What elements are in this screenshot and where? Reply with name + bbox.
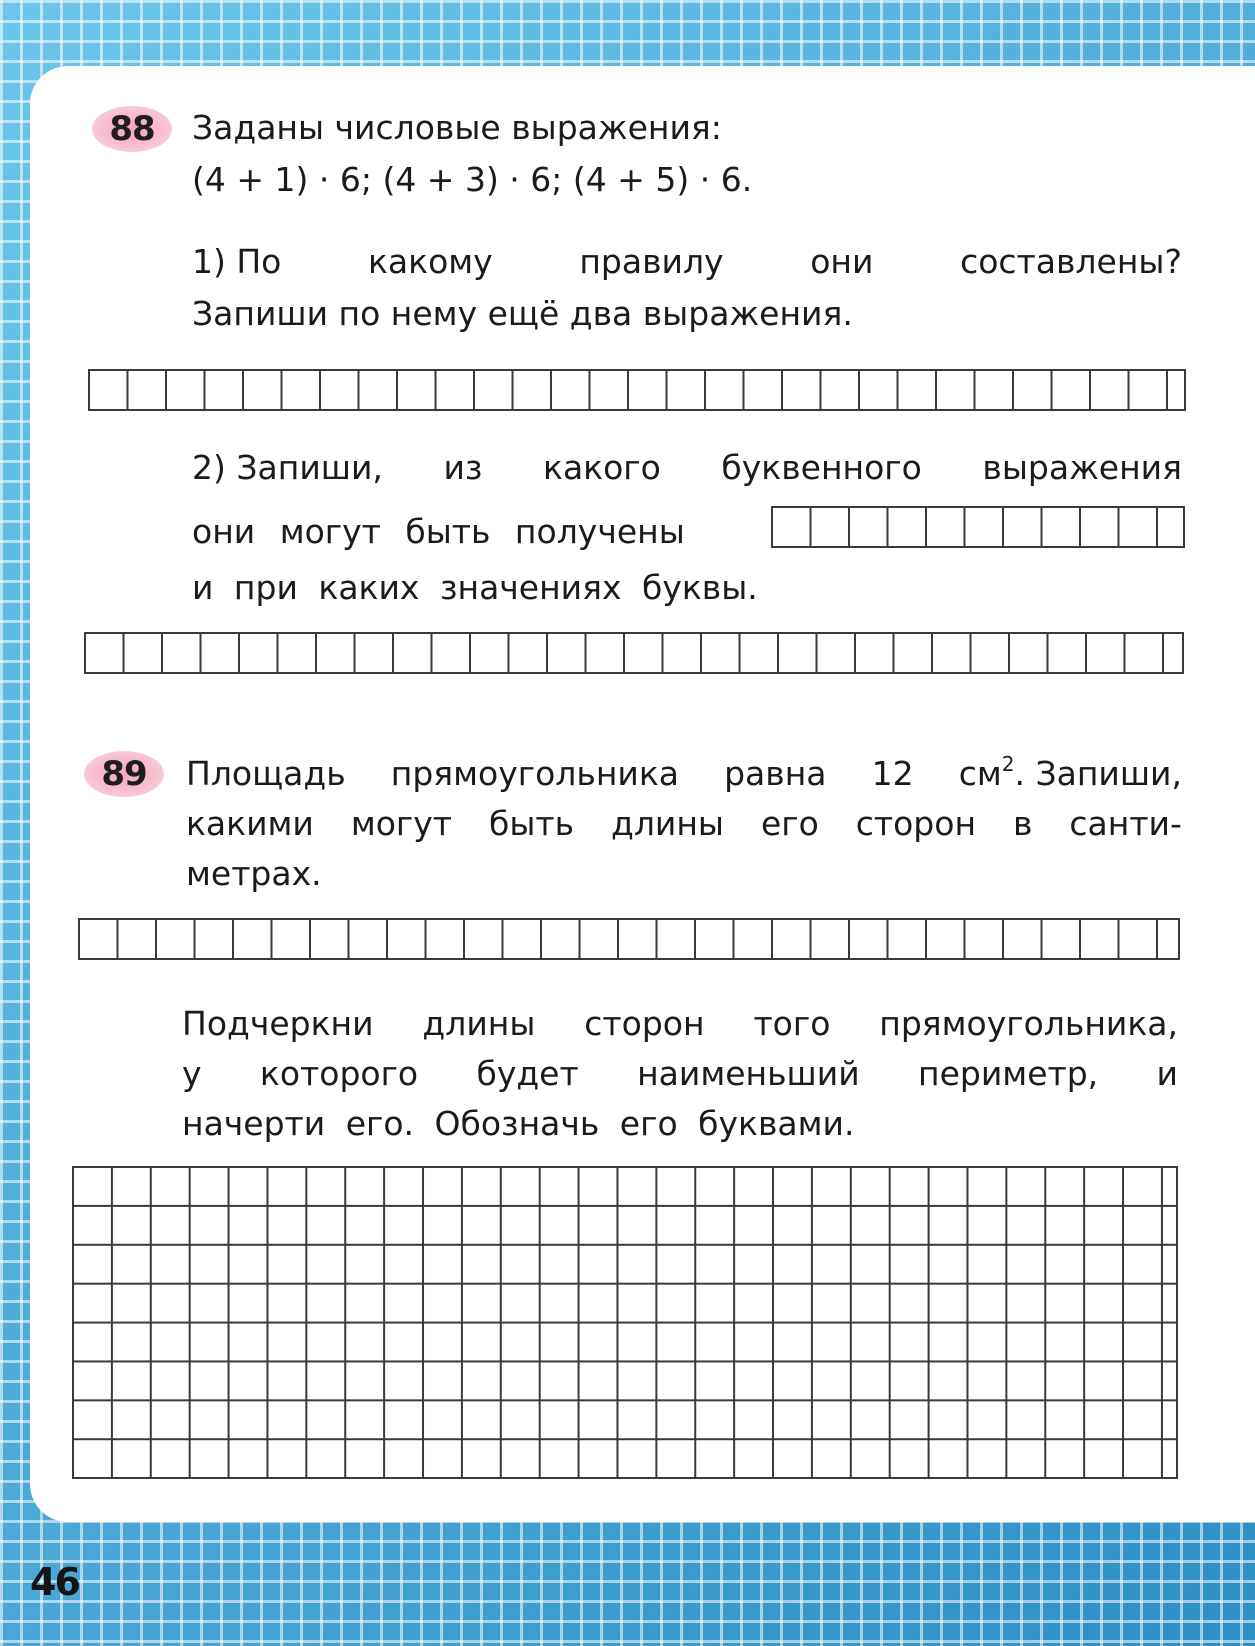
p2-word: будет xyxy=(476,1054,579,1093)
answer-cells-sides[interactable] xyxy=(78,918,1180,960)
task-88-intro: Заданы числовые выражения: xyxy=(192,108,722,147)
t89-word: длины xyxy=(611,804,724,843)
t89-word: прямоугольника xyxy=(390,754,679,793)
p2-word: того xyxy=(753,1004,831,1043)
unit-cm: см xyxy=(958,754,1002,793)
p2-word: которого xyxy=(259,1054,419,1093)
task-88-q2-line3: и при каких значениях буквы. xyxy=(192,568,758,607)
task-89-p2-line2 xyxy=(182,1054,1178,1093)
p2-word: прямоугольника, xyxy=(879,1004,1178,1043)
task-89-p2-line1 xyxy=(182,1004,1178,1043)
t89-word: его xyxy=(760,804,819,843)
p2-word: и xyxy=(1156,1054,1178,1093)
answer-cells-letter-expression[interactable] xyxy=(771,506,1185,548)
q1-word: составлены? xyxy=(960,242,1182,281)
task-88-q2-line2: они могут быть получены xyxy=(192,512,685,551)
q1-word: 1) По xyxy=(192,242,282,281)
unit-square-sup: 2 xyxy=(1001,752,1015,776)
task-89-number-badge xyxy=(84,751,164,797)
task-89-number: 89 xyxy=(101,754,147,794)
t89-word: равна xyxy=(724,754,827,793)
q1-word: они xyxy=(810,242,874,281)
t89-word: сторон xyxy=(855,804,977,843)
task-88-q2-line1 xyxy=(192,448,1182,487)
p2-word: у xyxy=(182,1054,202,1093)
task-88-number-badge xyxy=(92,106,172,152)
t89-word: 12 xyxy=(871,754,914,793)
drawing-grid[interactable] xyxy=(72,1166,1178,1479)
task-89-p2-line3: начерти его. Обозначь его буквами. xyxy=(182,1104,855,1143)
t89-word: какими xyxy=(186,804,314,843)
q1-word: правилу xyxy=(579,242,724,281)
task-89-line1 xyxy=(186,754,1182,793)
task-88-q1-line2: Запиши по нему ещё два выражения. xyxy=(192,294,853,333)
answer-cells-q2[interactable] xyxy=(84,632,1184,674)
t89-word: могут xyxy=(350,804,453,843)
t89-word: быть xyxy=(488,804,575,843)
p2-word: длины xyxy=(422,1004,536,1043)
p2-word: наименьший xyxy=(637,1054,860,1093)
t89-word: в xyxy=(1012,804,1033,843)
q1-word: какому xyxy=(368,242,493,281)
p2-word: сторон xyxy=(584,1004,705,1043)
t89-area-unit xyxy=(959,754,1182,793)
q2-word: буквенного xyxy=(721,448,922,487)
q2-word: выражения xyxy=(982,448,1182,487)
p2-word: периметр, xyxy=(918,1054,1099,1093)
answer-cells-q1[interactable] xyxy=(88,369,1186,411)
q2-word: 2) Запиши, xyxy=(192,448,383,487)
q2-word: какого xyxy=(543,448,661,487)
p2-word: Подчеркни xyxy=(182,1004,374,1043)
t89-word: Площадь xyxy=(186,754,346,793)
task-88-number: 88 xyxy=(109,109,155,149)
task-88-q1-line1 xyxy=(192,242,1182,281)
t89-word: санти- xyxy=(1069,804,1182,843)
task-88-expressions: (4 + 1) · 6; (4 + 3) · 6; (4 + 5) · 6. xyxy=(192,160,753,199)
task-89-line3: метрах. xyxy=(186,854,322,893)
page-number: 46 xyxy=(30,1560,79,1604)
t89-tail: . Запиши, xyxy=(1014,754,1182,793)
task-89-line2 xyxy=(186,804,1182,843)
q2-word: из xyxy=(443,448,483,487)
